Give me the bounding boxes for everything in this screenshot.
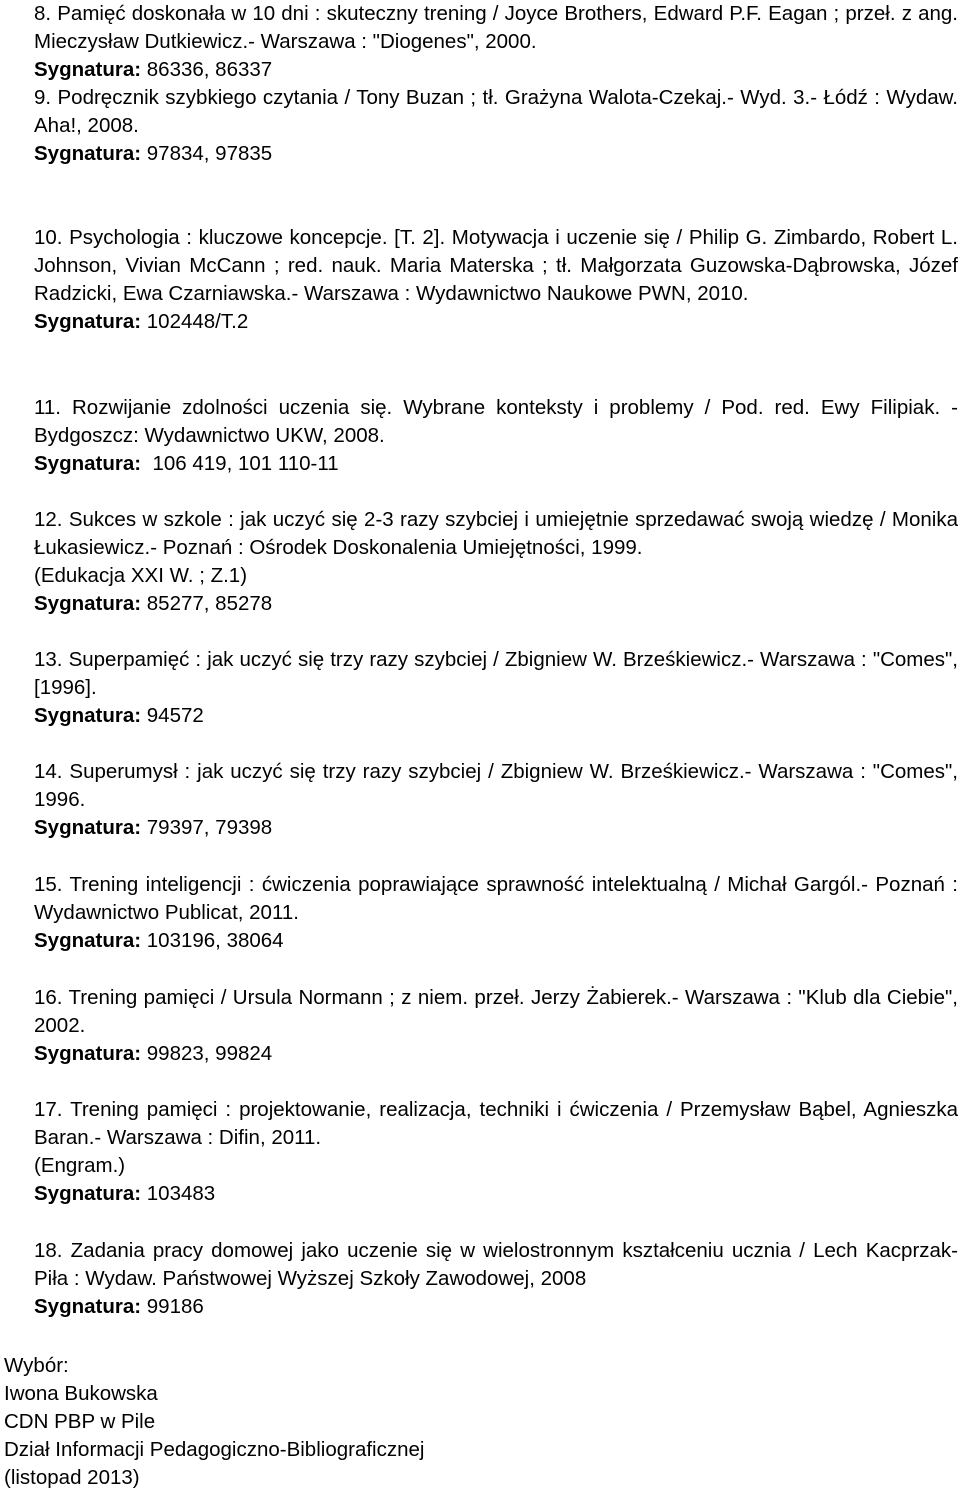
bibliography-entry-17 — [4, 1096, 958, 1208]
signature-label: Sygnatura: — [34, 1182, 142, 1205]
bibliography-entry-15 — [4, 871, 958, 955]
signature-value: 106 419, 101 110-11 — [141, 452, 339, 475]
bibliography-entry-14 — [4, 758, 958, 842]
signature-value: 79397, 79398 — [141, 816, 273, 839]
entry-description: 18. Zadania pracy domowej jako uczenie się w wielostronnym kształceniu ucznia / Lech Kacprzak- Piła : Wydaw. Państwowej Wyższej Szkoły Zawodowej, 2008 — [34, 1239, 958, 1290]
bibliography-entry-18 — [4, 1237, 958, 1321]
institution-name: CDN PBP w Pile — [4, 1410, 156, 1433]
series-note: (Engram.) — [34, 1154, 126, 1177]
entry-description: 15. Trening inteligencji : ćwiczenia poprawiające sprawność intelektualną / Michał Gargól.- Poznań : Wydawnictwo Publicat, 2011. — [34, 873, 958, 924]
signature-line — [4, 1293, 958, 1321]
signature-line — [4, 1180, 958, 1208]
signature-line — [4, 1040, 958, 1068]
entry-description: 13. Superpamięć : jak uczyć się trzy razy szybciej / Zbigniew W. Brześkiewicz.- Warszawa : "Comes", [1996]. — [34, 648, 958, 699]
bibliography-entry-16 — [4, 984, 958, 1068]
signature-label: Sygnatura: — [34, 1042, 142, 1065]
signature-label: Sygnatura: — [34, 142, 142, 165]
signature-line — [4, 927, 958, 955]
signature-value: 103196, 38064 — [141, 929, 284, 952]
bibliography-entry-13 — [4, 646, 958, 730]
signature-line — [4, 56, 958, 84]
department-name: Dział Informacji Pedagogiczno-Bibliograficznej — [4, 1438, 425, 1461]
signature-line — [4, 702, 958, 730]
entry-description: 9. Podręcznik szybkiego czytania / Tony Buzan ; tł. Grażyna Walota-Czekaj.- Wyd. 3.- Łódź : Wydaw. Aha!, 2008. — [34, 86, 958, 137]
entry-description: 11. Rozwijanie zdolności uczenia się. Wybrane konteksty i problemy / Pod. red. Ewy Filipiak. - Bydgoszcz: Wydawnictwo UKW, 2008. — [34, 396, 958, 447]
signature-label: Sygnatura: — [34, 704, 142, 727]
signature-value: 86336, 86337 — [141, 58, 273, 81]
compilation-date: (listopad 2013) — [4, 1466, 140, 1489]
signature-label: Sygnatura: — [34, 592, 142, 615]
signature-value: 103483 — [141, 1182, 216, 1205]
bibliography-entry-8 — [4, 0, 958, 84]
signature-value: 99186 — [141, 1295, 204, 1318]
signature-line — [4, 590, 958, 618]
signature-line — [4, 140, 958, 168]
signature-value: 99823, 99824 — [141, 1042, 273, 1065]
signature-label: Sygnatura: — [34, 58, 142, 81]
credits-label: Wybór: — [4, 1354, 69, 1377]
bibliography-entry-9 — [4, 84, 958, 168]
signature-label: Sygnatura: — [34, 310, 142, 333]
signature-label: Sygnatura: — [34, 1295, 142, 1318]
signature-line — [4, 450, 958, 478]
signature-value: 97834, 97835 — [141, 142, 273, 165]
signature-value: 102448/T.2 — [141, 310, 249, 333]
bibliography-entry-10 — [4, 224, 958, 336]
bibliography-entry-12 — [4, 506, 958, 618]
entry-description: 8. Pamięć doskonała w 10 dni : skuteczny trening / Joyce Brothers, Edward P.F. Eagan ; przeł. z ang. Mieczysław Dutkiewicz.- Warszawa : "Diogenes", 2000. — [34, 2, 958, 53]
entry-description: 16. Trening pamięci / Ursula Normann ; z niem. przeł. Jerzy Żabierek.- Warszawa : "Klub dla Ciebie", 2002. — [34, 986, 958, 1037]
compiler-name: Iwona Bukowska — [4, 1382, 158, 1405]
signature-value: 94572 — [141, 704, 204, 727]
signature-label: Sygnatura: — [34, 816, 142, 839]
signature-line — [4, 814, 958, 842]
signature-label: Sygnatura: — [34, 452, 142, 475]
entry-description: 10. Psychologia : kluczowe koncepcje. [T. 2]. Motywacja i uczenie się / Philip G. Zimbardo, Robert L. Johnson, Vivian McCann ; red. nauk. Maria Materska ; tł. Małgorzata Guzowska-Dąbrowska, Józef Radzicki, Ewa Czarniawska.- Warszawa : Wydawnictwo Naukowe PWN, 2010. — [34, 226, 958, 305]
bibliography-entry-11 — [4, 394, 958, 478]
signature-line — [4, 308, 958, 336]
entry-description: 12. Sukces w szkole : jak uczyć się 2-3 razy szybciej i umiejętnie sprzedawać swoją wiedzę / Monika Łukasiewicz.- Poznań : Ośrodek Doskonalenia Umiejętności, 1999. — [34, 508, 958, 559]
compiler-credits — [4, 1352, 424, 1492]
entry-description: 14. Superumysł : jak uczyć się trzy razy szybciej / Zbigniew W. Brześkiewicz.- Warszawa : "Comes", 1996. — [34, 760, 958, 811]
series-note: (Edukacja XXI W. ; Z.1) — [34, 564, 248, 587]
entry-description: 17. Trening pamięci : projektowanie, realizacja, techniki i ćwiczenia / Przemysław Bąbel, Agnieszka Baran.- Warszawa : Difin, 2011. — [34, 1098, 958, 1149]
signature-value: 85277, 85278 — [141, 592, 273, 615]
signature-label: Sygnatura: — [34, 929, 142, 952]
